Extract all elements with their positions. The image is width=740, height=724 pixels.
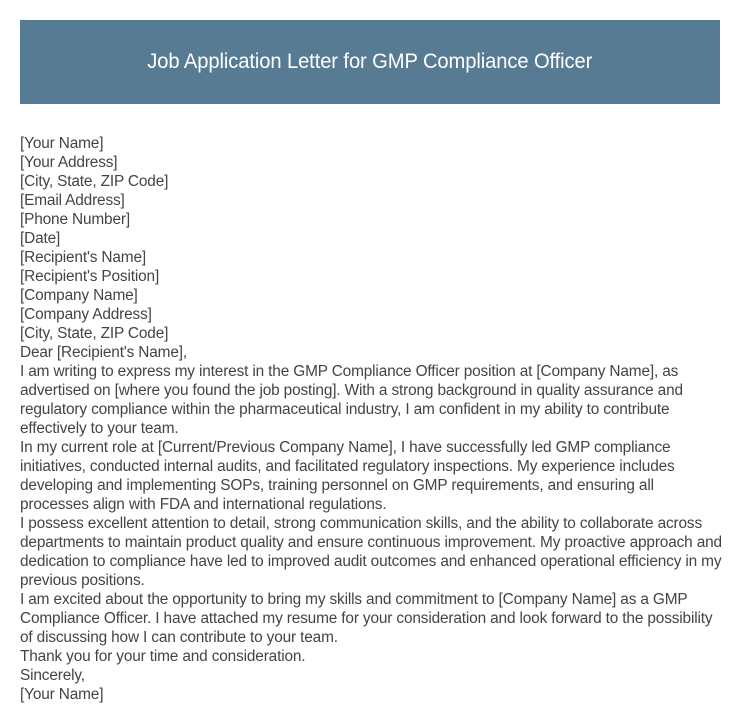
recipient-company: [Company Name] <box>20 287 138 304</box>
page-title: Job Application Letter for GMP Compliance Officer <box>147 50 593 73</box>
paragraph-skills: I possess excellent attention to detail, strong communication skills, and the ability to collaborate across departments to maintain product quality and ensure continuous improvement. My proactive approach and dedication to compliance have led to improved audit outcomes and enhanced operational efficiency in my previous positions. <box>20 515 722 589</box>
signature: [Your Name] <box>20 686 104 703</box>
letter-body <box>20 134 725 704</box>
recipient-position: [Recipient's Position] <box>20 268 160 285</box>
recipient-company-address: [Company Address] <box>20 306 152 323</box>
sender-phone: [Phone Number] <box>20 211 130 228</box>
sender-address: [Your Address] <box>20 154 118 171</box>
recipient-name: [Recipient's Name] <box>20 249 146 266</box>
salutation: Dear [Recipient's Name], <box>20 344 187 361</box>
letter-date: [Date] <box>20 230 61 247</box>
sender-email: [Email Address] <box>20 192 125 209</box>
recipient-city-state-zip: [City, State, ZIP Code] <box>20 325 169 342</box>
paragraph-thanks: Thank you for your time and consideration. <box>20 648 306 665</box>
closing: Sincerely, <box>20 667 85 684</box>
paragraph-experience: In my current role at [Current/Previous Company Name], I have successfully led GMP compliance initiatives, conducted internal audits, and facilitated regulatory inspections. My experience includes developing and implementing SOPs, training personnel on GMP requirements, and ensuring all processes align with FDA and international regulations. <box>20 439 675 513</box>
sender-name: [Your Name] <box>20 135 104 152</box>
paragraph-closing-statement: I am excited about the opportunity to bring my skills and commitment to [Company Name] as a GMP Compliance Officer. I have attached my resume for your consideration and look forward to the possibility of discussing how I can contribute to your team. <box>20 591 713 646</box>
sender-city-state-zip: [City, State, ZIP Code] <box>20 173 169 190</box>
paragraph-intro: I am writing to express my interest in the GMP Compliance Officer position at [Company Name], as advertised on [where you found the job posting]. With a strong background in quality assurance and regulatory compliance within the pharmaceutical industry, I am confident in my ability to contribute effectively to your team. <box>20 363 683 437</box>
letter-header-banner <box>20 20 720 104</box>
